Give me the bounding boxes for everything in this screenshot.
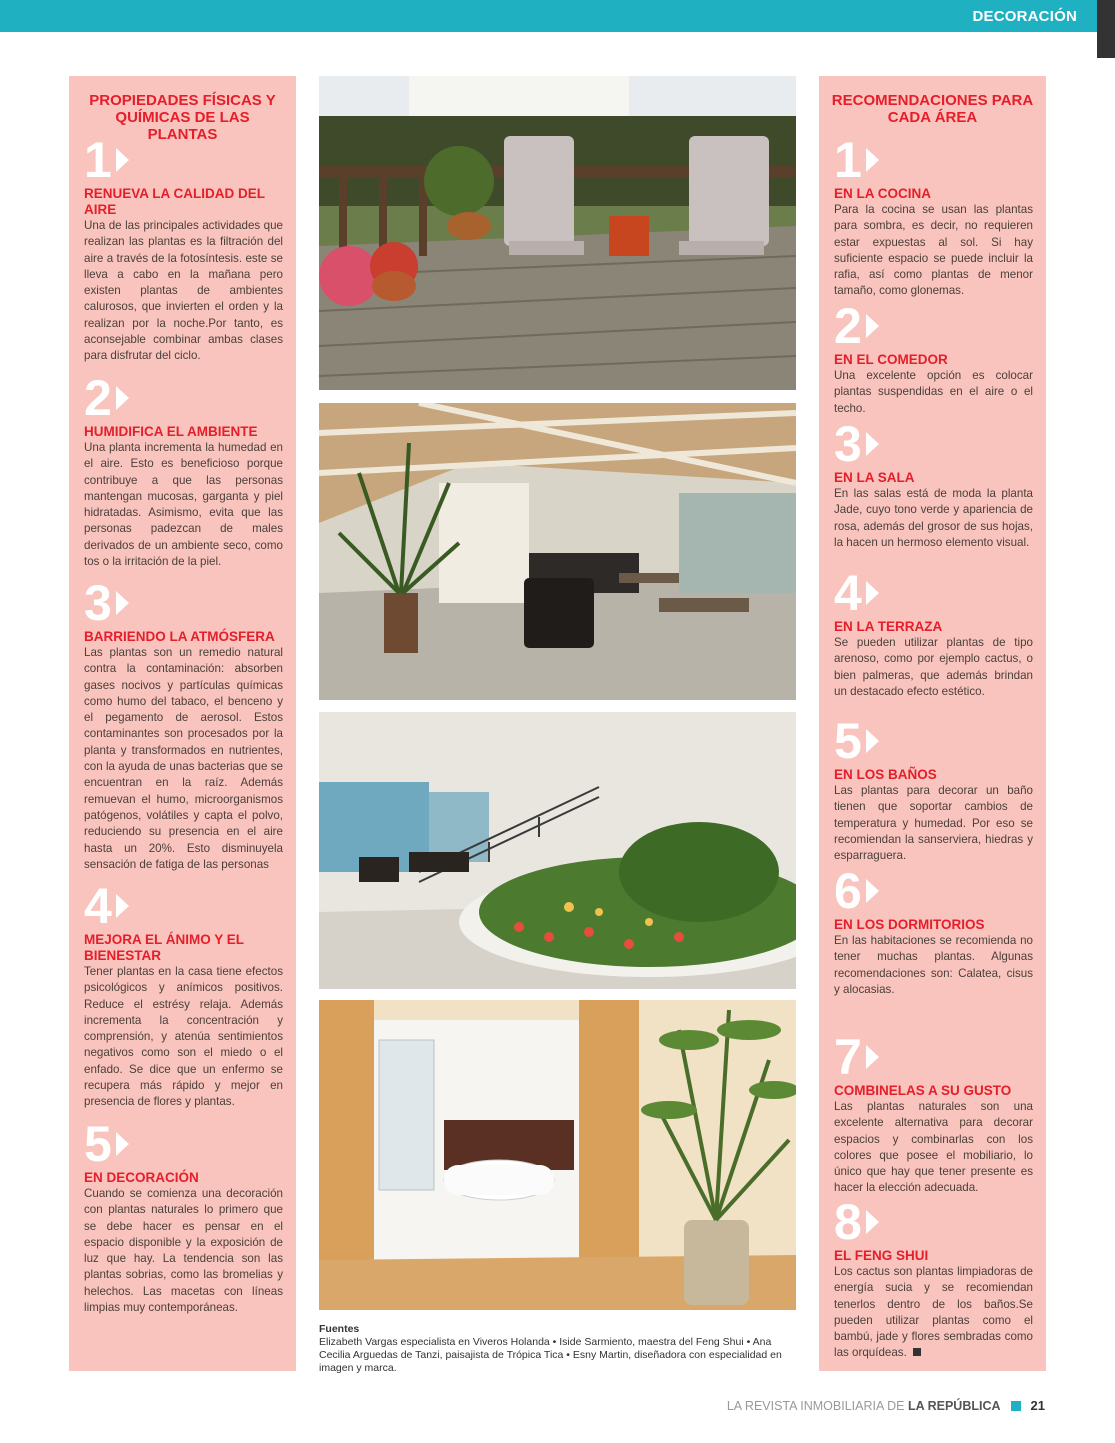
item-title: EN LA SALA xyxy=(834,470,915,485)
item-title: EN LA COCINA xyxy=(834,186,931,201)
item-number: 1 xyxy=(834,132,862,188)
item-number: 1 xyxy=(84,132,112,188)
recommendations-column xyxy=(819,76,1046,1371)
properties-title: PROPIEDADES FÍSICAS Y QUÍMICAS DE LAS PLANTAS xyxy=(89,92,276,143)
item-text: Las plantas para decorar un baño tienen que soportar cambios de temperatura y humedad. Por eso se recomiendan la sanserviera, hiedras y esparraguera. xyxy=(834,784,1033,863)
header-edge-block xyxy=(1097,0,1115,58)
item-number: 4 xyxy=(84,878,112,934)
item-text: Las plantas naturales son una excelente alternativa para decorar espacios y combinarlas con los colores que posee el mobiliario, lo único que hay que tener presente es hacer la elección adecuada. xyxy=(834,1100,1033,1195)
sources-title: Fuentes xyxy=(319,1323,360,1335)
footer-prefix: LA REVISTA INMOBILIARIA DE xyxy=(726,1398,905,1413)
play-arrow-icon xyxy=(866,1210,879,1234)
item-number: 7 xyxy=(834,1029,862,1085)
item-title: EN EL COMEDOR xyxy=(834,352,948,367)
play-arrow-icon xyxy=(866,879,879,903)
item-number: 8 xyxy=(834,1194,862,1250)
item-text: Cuando se comienza una decoración con plantas naturales lo primero que se debe hacer es pensar en el espacio disponible y la exposición de luz que hay. La tendencia son las plantas sobrias, como las bromelias y helechos. Las macetas con líneas limpias muy contemporáneas. xyxy=(84,1187,283,1315)
play-arrow-icon xyxy=(116,894,129,918)
recommendation-item-8 xyxy=(834,1194,1033,1362)
item-text: En las habitaciones se recomienda no tener muchas plantas. Algunas recomendaciones son: Calatea, cisus y alocasias. xyxy=(834,934,1033,996)
play-arrow-icon xyxy=(866,1045,879,1069)
recommendation-item-1 xyxy=(834,132,1033,300)
footer-publication: LA REPÚBLICA xyxy=(907,1398,1001,1413)
item-text: Las plantas son un remedio natural contra la contaminación: absorben gases nocivos y partículas químicas como humo del tabaco, el benceno y el pegamento de aerosol. Estos contaminantes son procesados por la planta y transformados en nutrientes, con la ayuda de unas bacterias que se encuentran en la raíz. Además remuevan el humo, microorganismos patógenos, volátiles y capta el polvo, reduciendo su presencia en el aire hasta un 20%. Esto disminuyela sensación de fatiga de las personas xyxy=(84,646,283,871)
item-title: EN DECORACIÓN xyxy=(84,1170,199,1185)
section-label: DECORACIÓN xyxy=(972,8,1077,25)
item-number: 4 xyxy=(834,565,862,621)
item-title: EN LOS BAÑOS xyxy=(834,767,937,782)
item-number: 5 xyxy=(834,713,862,769)
property-item-3 xyxy=(84,575,283,873)
terrace-photo xyxy=(319,76,796,390)
item-text: Se pueden utilizar plantas de tipo arenoso, como por ejemplo cactus, o bien palmeras, que además brindan un destacado efecto estético. xyxy=(834,636,1033,698)
property-item-5 xyxy=(84,1116,283,1316)
item-title: BARRIENDO LA ATMÓSFERA xyxy=(84,629,275,644)
footer-square-icon xyxy=(1011,1401,1021,1411)
play-arrow-icon xyxy=(866,314,879,338)
item-text: Una planta incrementa la humedad en el aire. Esto es beneficioso porque contribuye a que las personas mantengan mucosas, garganta y piel hidratadas. Asimismo, evita que las personas padezcan de males derivados de un ambiente seco, como tos o la irritación de la piel. xyxy=(84,441,283,569)
property-item-1 xyxy=(84,132,283,365)
stairs-garden-illustration xyxy=(319,712,796,989)
item-title: MEJORA EL ÁNIMO Y EL BIENESTAR xyxy=(84,932,244,963)
item-title: COMBINELAS A SU GUSTO xyxy=(834,1083,1012,1098)
section-header-bar xyxy=(0,0,1097,32)
item-text: Tener plantas en la casa tiene efectos psicológicos y anímicos positivos. Reduce el estrésy relaja. Además incrementa la concentración y comprensión, y atenúa sentimientos negativos como son el miedo o el enfado. Se dice que un enfermo se recupera más rápido y mejor en presencia de flores y plantas. xyxy=(84,965,283,1109)
sources-block xyxy=(319,1323,797,1375)
item-text: En las salas está de moda la planta Jade, cuyo tono verde y apariencia de rosa, además del grosor de sus hojas, la hacen un hermoso elemento visual. xyxy=(834,487,1033,549)
item-title: EL FENG SHUI xyxy=(834,1248,929,1263)
item-title: EN LOS DORMITORIOS xyxy=(834,917,985,932)
item-number: 3 xyxy=(834,416,862,472)
play-arrow-icon xyxy=(116,591,129,615)
page-number: 21 xyxy=(1030,1398,1045,1413)
stairs-garden-photo xyxy=(319,712,796,989)
item-title: HUMIDIFICA EL AMBIENTE xyxy=(84,424,258,439)
play-arrow-icon xyxy=(116,1132,129,1156)
page-footer xyxy=(727,1398,1045,1413)
recommendation-item-7 xyxy=(834,1029,1033,1197)
sources-text: Elizabeth Vargas especialista en Viveros Holanda • Iside Sarmiento, maestra del Feng Shui • Ana Cecilia Arguedas de Tanzi, paisajista de Trópica Tica • Esny Martin, diseñadora con especialidad en imagen y marca. xyxy=(319,1336,782,1374)
item-number: 6 xyxy=(834,863,862,919)
recommendation-item-6 xyxy=(834,863,1033,998)
recommendation-item-3 xyxy=(834,416,1033,551)
living-room-illustration xyxy=(319,403,796,700)
properties-column xyxy=(69,76,296,1371)
recommendation-item-2 xyxy=(834,298,1033,417)
play-arrow-icon xyxy=(866,148,879,172)
property-item-4 xyxy=(84,878,283,1111)
item-text: Para la cocina se usan las plantas para sombra, es decir, no requieren estar expuestas al sol. Si hay suficiente espacio se puede incluir la rafia, así como plantas de menor tamaño, como glonemas. xyxy=(834,203,1033,298)
item-text: Una de las principales actividades que realizan las plantas es la filtración del aire a través de la fotosíntesis. este se lleva a cabo en la mañana pero existen plantas de ambientes calurosos, que invierten el orden y la realizan por la noche.Por tanto, es aconsejable combinar ambas clases para disfrutar del ciclo. xyxy=(84,219,283,363)
end-mark-icon xyxy=(913,1348,921,1356)
item-text: Una excelente opción es colocar plantas suspendidas en el aire o el techo. xyxy=(834,369,1033,415)
item-number: 3 xyxy=(84,575,112,631)
item-number: 2 xyxy=(834,298,862,354)
item-number: 2 xyxy=(84,370,112,426)
recommendation-item-5 xyxy=(834,713,1033,864)
play-arrow-icon xyxy=(866,432,879,456)
bathroom-photo xyxy=(319,1000,796,1310)
living-room-photo xyxy=(319,403,796,700)
item-text-body: Los cactus son plantas limpiadoras de energía sucia y se recomiendan tenerlos dentro de los baños.Se pueden utilizar plantas como el bambú, jade y flores sembradas como las orquídeas. xyxy=(834,1265,1033,1360)
play-arrow-icon xyxy=(866,729,879,753)
recommendation-item-4 xyxy=(834,565,1033,700)
item-number: 5 xyxy=(84,1116,112,1172)
terrace-illustration xyxy=(319,76,796,390)
bathroom-illustration xyxy=(319,1000,796,1310)
item-text xyxy=(834,1264,1033,1362)
property-item-2 xyxy=(84,370,283,570)
item-title: EN LA TERRAZA xyxy=(834,619,943,634)
play-arrow-icon xyxy=(116,386,129,410)
play-arrow-icon xyxy=(116,148,129,172)
recommendations-title: RECOMENDACIONES PARA CADA ÁREA xyxy=(831,92,1034,126)
item-title: RENUEVA LA CALIDAD DEL AIRE xyxy=(84,186,265,217)
play-arrow-icon xyxy=(866,581,879,605)
